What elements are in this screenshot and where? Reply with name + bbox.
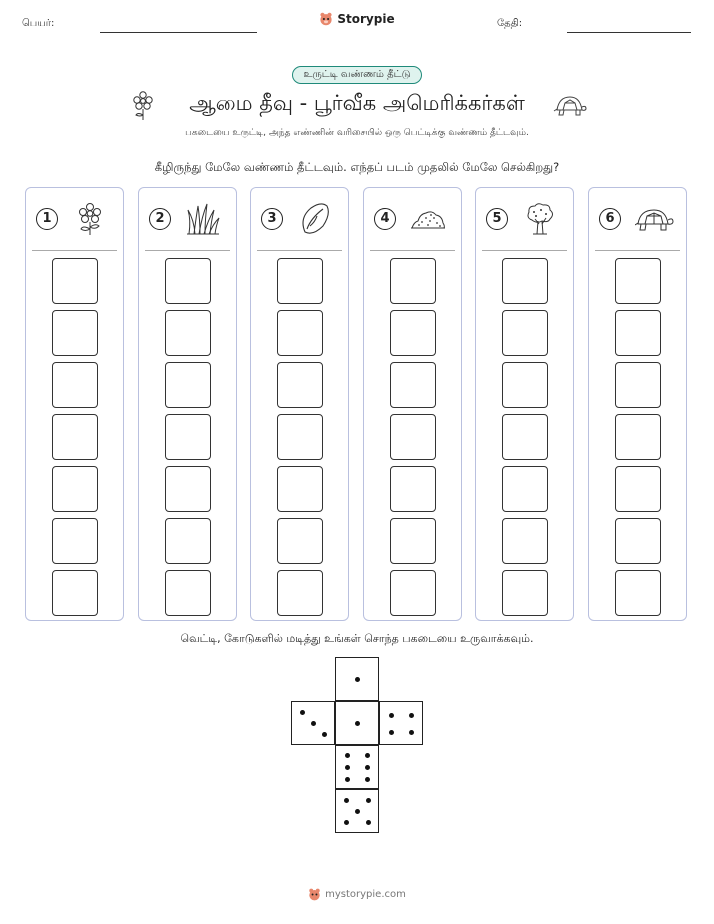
color-box-3-1[interactable] [277, 570, 323, 616]
color-box-2-6[interactable] [165, 310, 211, 356]
color-box-2-5[interactable] [165, 362, 211, 408]
color-box-3-4[interactable] [277, 414, 323, 460]
dice-pip [322, 732, 327, 737]
color-box-4-5[interactable] [390, 362, 436, 408]
column-1 [25, 187, 124, 621]
color-box-3-3[interactable] [277, 466, 323, 512]
dirt-mound-icon [410, 202, 446, 236]
column-3 [250, 187, 349, 621]
column-divider [482, 250, 567, 251]
storypie-logo-icon [319, 12, 333, 26]
question: கீழிருந்து மேலே வண்ணம் தீட்டவும். எந்தப் படம் முதலில் மேலே செல்கிறது? [154, 160, 560, 174]
dice-pip [300, 710, 305, 715]
dice-pip [389, 713, 394, 718]
color-box-1-4[interactable] [52, 414, 98, 460]
dice-pip [344, 820, 349, 825]
dice-pip [355, 677, 360, 682]
column-divider [370, 250, 455, 251]
dice-face-top[interactable] [335, 657, 379, 701]
dice-pip [365, 777, 370, 782]
dice-face-left[interactable] [291, 701, 335, 745]
color-box-5-7[interactable] [502, 258, 548, 304]
flower-icon [72, 202, 108, 236]
dice-face-bottom[interactable] [335, 745, 379, 789]
grass-icon [185, 202, 221, 236]
name-label: பெயர்: [22, 18, 55, 29]
color-box-3-7[interactable] [277, 258, 323, 304]
color-box-5-1[interactable] [502, 570, 548, 616]
name-line[interactable] [100, 32, 257, 33]
color-box-6-3[interactable] [615, 466, 661, 512]
date-line[interactable] [567, 32, 691, 33]
color-box-4-2[interactable] [390, 518, 436, 564]
column-number: 1 [36, 208, 58, 230]
color-box-6-1[interactable] [615, 570, 661, 616]
subtitle: பகடையை உருட்டி, அந்த எண்ணின் வரிசையில் ஒரு பெட்டிக்கு வண்ணம் தீட்டவும். [185, 128, 529, 138]
color-box-6-7[interactable] [615, 258, 661, 304]
tree-icon [522, 202, 558, 236]
turtle-decoration-icon [553, 94, 587, 118]
dice-pip [355, 721, 360, 726]
color-box-5-3[interactable] [502, 466, 548, 512]
column-5 [475, 187, 574, 621]
color-box-1-3[interactable] [52, 466, 98, 512]
column-2 [138, 187, 237, 621]
color-box-1-1[interactable] [52, 570, 98, 616]
footer [0, 888, 714, 901]
column-number: 2 [149, 208, 171, 230]
dice-pip [366, 820, 371, 825]
activity-tag: உருட்டி வண்ணம் தீட்டு [292, 66, 421, 84]
page-title: ஆமை தீவு - பூர்வீக அமெரிக்கர்கள் [189, 90, 525, 115]
color-box-6-5[interactable] [615, 362, 661, 408]
color-box-3-6[interactable] [277, 310, 323, 356]
color-box-4-3[interactable] [390, 466, 436, 512]
column-number: 5 [486, 208, 508, 230]
brand-name: Storypie [337, 12, 395, 26]
color-box-5-6[interactable] [502, 310, 548, 356]
dice-pip [365, 753, 370, 758]
color-box-4-4[interactable] [390, 414, 436, 460]
color-box-6-6[interactable] [615, 310, 661, 356]
color-box-2-1[interactable] [165, 570, 211, 616]
color-box-4-1[interactable] [390, 570, 436, 616]
dice-pip [366, 798, 371, 803]
color-box-5-4[interactable] [502, 414, 548, 460]
dice-pip [345, 753, 350, 758]
color-box-5-5[interactable] [502, 362, 548, 408]
dice-face-back[interactable] [335, 789, 379, 833]
seed-icon [297, 202, 333, 236]
column-number: 3 [261, 208, 283, 230]
color-box-4-7[interactable] [390, 258, 436, 304]
color-box-3-5[interactable] [277, 362, 323, 408]
footer-url[interactable]: mystorypie.com [325, 889, 406, 900]
dice-pip [365, 765, 370, 770]
dice-pip [409, 730, 414, 735]
color-box-4-6[interactable] [390, 310, 436, 356]
column-6 [588, 187, 687, 621]
dice-pip [345, 765, 350, 770]
column-number: 6 [599, 208, 621, 230]
turtle-icon [635, 202, 675, 236]
color-box-2-2[interactable] [165, 518, 211, 564]
color-box-1-2[interactable] [52, 518, 98, 564]
dice-pip [389, 730, 394, 735]
color-box-6-4[interactable] [615, 414, 661, 460]
date-label: தேதி: [497, 18, 523, 29]
dice-instruction: வெட்டி, கோடுகளில் மடித்து உங்கள் சொந்த பகடையை உருவாக்கவும். [180, 632, 534, 645]
dice-pip [311, 721, 316, 726]
dice-pip [344, 798, 349, 803]
color-box-3-2[interactable] [277, 518, 323, 564]
color-box-2-4[interactable] [165, 414, 211, 460]
color-box-6-2[interactable] [615, 518, 661, 564]
brand-logo [0, 12, 714, 26]
column-divider [257, 250, 342, 251]
color-box-1-5[interactable] [52, 362, 98, 408]
column-4 [363, 187, 462, 621]
color-box-5-2[interactable] [502, 518, 548, 564]
dice-face-center[interactable] [335, 701, 379, 745]
column-divider [32, 250, 117, 251]
column-divider [595, 250, 680, 251]
column-number: 4 [374, 208, 396, 230]
dice-pip [345, 777, 350, 782]
dice-face-right[interactable] [379, 701, 423, 745]
color-box-1-6[interactable] [52, 310, 98, 356]
storypie-logo-icon [308, 888, 321, 901]
color-box-1-7[interactable] [52, 258, 98, 304]
dice-pip [355, 809, 360, 814]
color-box-2-3[interactable] [165, 466, 211, 512]
dice-pip [409, 713, 414, 718]
column-divider [145, 250, 230, 251]
color-box-2-7[interactable] [165, 258, 211, 304]
